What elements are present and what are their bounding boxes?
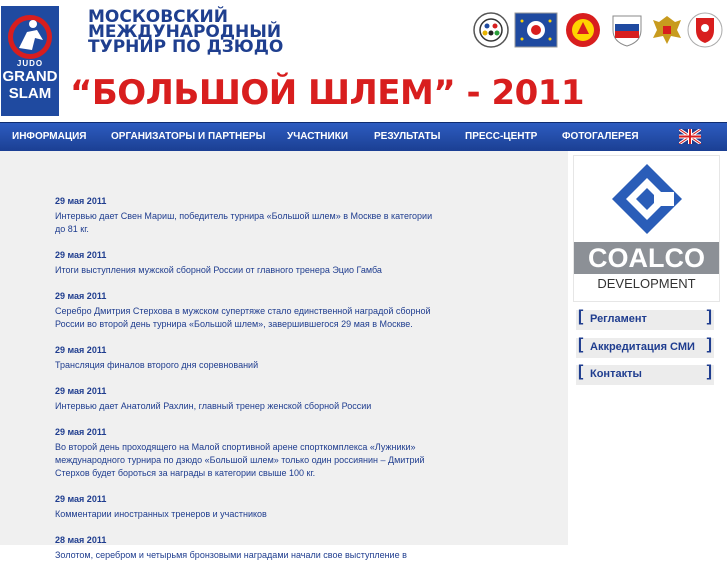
bracket-left-icon: [ [578, 363, 584, 380]
news-item [55, 426, 435, 480]
main-navigation [0, 122, 727, 151]
news-item [55, 493, 435, 521]
news-link[interactable]: Серебро Дмитрия Стерхова в мужском супертяже стало единственной наградой сборной России во второй день турнира «Большой шлем», завершившегося 29 мая в Москве. [55, 306, 431, 329]
tournament-title [88, 7, 284, 57]
news-item [55, 195, 435, 236]
eju-emblem-icon[interactable] [514, 12, 558, 48]
news-item [55, 290, 435, 331]
sidebar-link-media-accreditation[interactable] [576, 338, 714, 358]
title-line-2: МЕЖДУНАРОДНЫЙ [88, 22, 282, 42]
sidebar-link-label: Аккредитация СМИ [590, 341, 695, 353]
nav-item-photo-gallery[interactable]: ФОТОГАЛЕРЕЯ [562, 131, 639, 142]
news-date: 29 мая 2011 [55, 345, 107, 355]
bracket-right-icon: ] [706, 363, 712, 380]
news-date: 29 мая 2011 [55, 386, 107, 396]
moscow-coat-of-arms-icon[interactable] [687, 12, 723, 48]
sidebar-link-regulations[interactable] [576, 310, 714, 330]
nav-item-information[interactable]: ИНФОРМАЦИЯ [12, 131, 87, 142]
sponsor-subtitle: DEVELOPMENT [597, 276, 696, 291]
russian-judo-federation-icon[interactable] [565, 12, 601, 48]
news-date: 29 мая 2011 [55, 196, 107, 206]
logo-grand-text: GRAND [2, 68, 58, 85]
news-link[interactable]: Во второй день проходящего на Малой спортивной арене спорткомплекса «Лужники» международного турнира по дзюдо «Большой шлем» только один россиянин – Дмитрий Стерхов будет бороться за награды в категории свыше 100 кг. [55, 442, 425, 478]
coalco-logo-icon [612, 164, 682, 234]
logo-slam-text: SLAM [8, 85, 52, 102]
russia-shield-icon[interactable] [609, 12, 645, 48]
news-item [55, 344, 435, 372]
judoka-emblem-icon [5, 12, 55, 62]
news-date: 29 мая 2011 [55, 494, 107, 504]
bracket-right-icon: ] [706, 336, 712, 353]
news-list [55, 195, 435, 575]
bracket-left-icon: [ [578, 308, 584, 325]
news-link[interactable]: Комментарии иностранных тренеров и участников [55, 509, 267, 519]
title-line-3: ТУРНИР ПО ДЗЮДО [88, 37, 284, 57]
nav-item-press-center[interactable]: ПРЕСС-ЦЕНТР [465, 131, 538, 142]
news-link[interactable]: Итоги выступления мужской сборной России от главного тренера Эцио Гамба [55, 265, 382, 275]
nav-item-organizers[interactable]: ОРГАНИЗАТОРЫ И ПАРТНЕРЫ [111, 131, 266, 142]
sidebar-link-contacts[interactable] [576, 365, 714, 385]
logo-judo-text: JUDO [16, 59, 44, 68]
ijf-emblem-icon[interactable] [473, 12, 509, 48]
nav-item-participants[interactable]: УЧАСТНИКИ [287, 131, 349, 142]
news-link[interactable]: Золотом, серебром и четырьмя бронзовыми наградами начали свое выступление в [55, 550, 407, 560]
sponsor-name: COALCO [574, 242, 719, 274]
sponsor-banner-coalco[interactable] [573, 155, 720, 302]
news-item [55, 385, 435, 413]
site-header [0, 0, 727, 122]
news-link[interactable]: Интервью дает Свен Мариш, победитель турнира «Большой шлем» в Москве в категории до 81 кг. [55, 211, 433, 234]
news-link[interactable]: Трансляция финалов второго дня соревнований [55, 360, 259, 370]
news-date: 29 мая 2011 [55, 291, 107, 301]
grand-slam-logo[interactable] [1, 6, 59, 116]
nav-item-results[interactable]: РЕЗУЛЬТАТЫ [374, 131, 441, 142]
news-date: 29 мая 2011 [55, 427, 107, 437]
sidebar-link-label: Контакты [590, 368, 642, 380]
uk-flag-icon[interactable] [679, 129, 701, 144]
news-date: 29 мая 2011 [55, 250, 107, 260]
bracket-left-icon: [ [578, 336, 584, 353]
news-link[interactable]: Интервью дает Анатолий Рахлин, главный тренер женской сборной России [55, 401, 372, 411]
big-title: “БОЛЬШОЙ ШЛЕМ” - 2011 [70, 73, 585, 113]
sidebar-link-label: Регламент [590, 313, 647, 325]
news-item [55, 534, 435, 562]
news-item [55, 249, 435, 277]
russia-coat-of-arms-icon[interactable] [649, 12, 685, 48]
bracket-right-icon: ] [706, 308, 712, 325]
news-date: 28 мая 2011 [55, 535, 107, 545]
title-line-1: МОСКОВСКИЙ [88, 7, 228, 27]
